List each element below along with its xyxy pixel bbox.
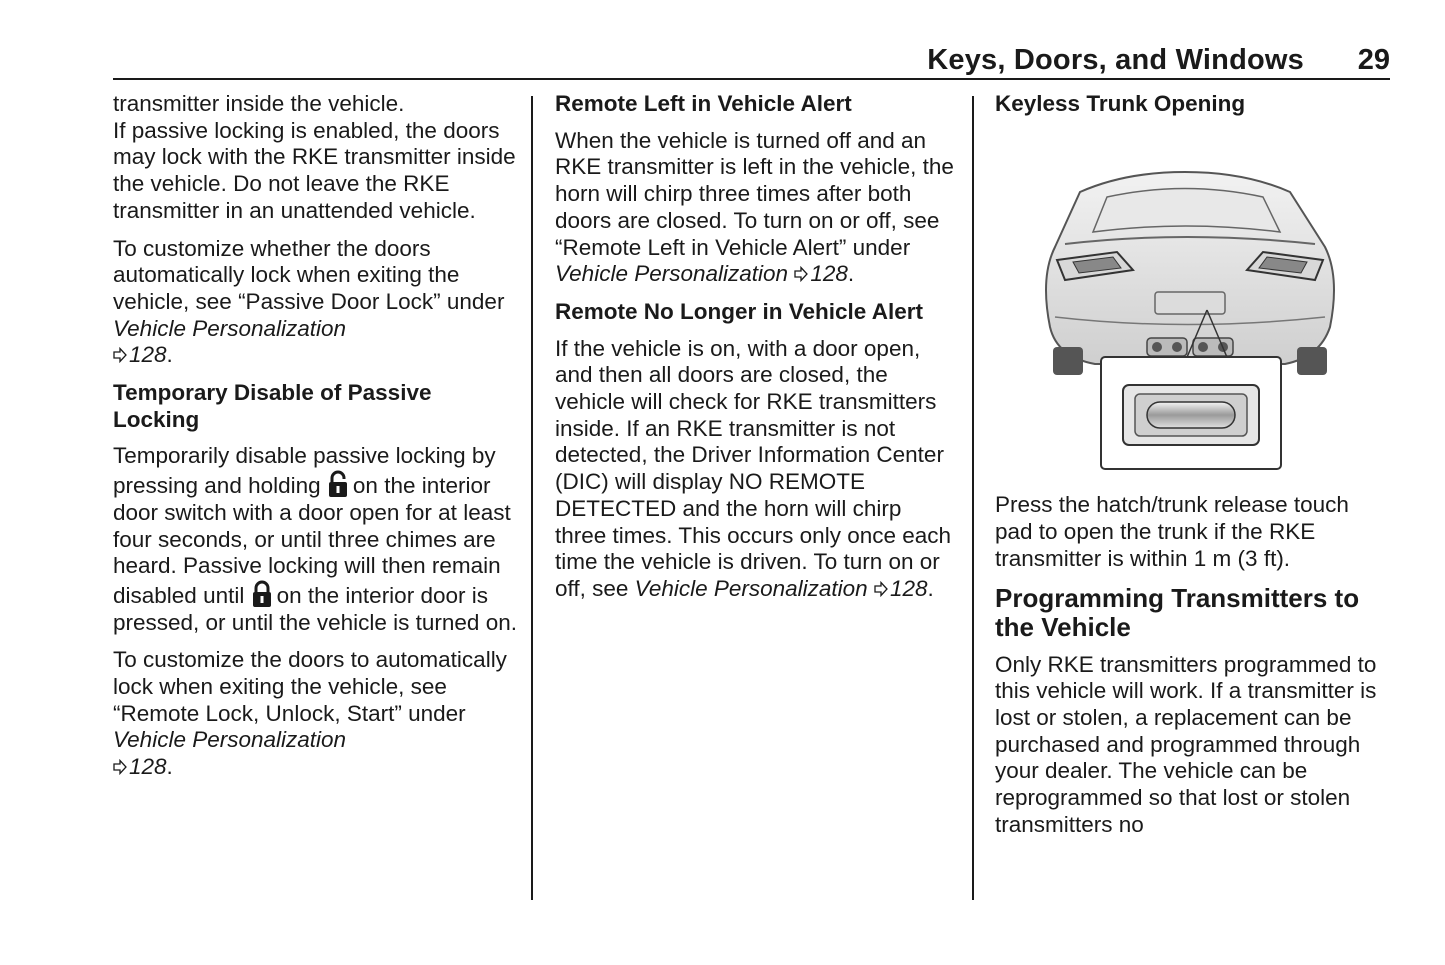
paragraph-text: To customize the doors to automatically lock when exiting the vehicle, see “Remote Lock, Unlock, Start” under	[113, 647, 507, 726]
paragraph: transmitter inside the vehicle.	[113, 91, 405, 116]
column-3	[995, 91, 1387, 849]
column-1	[113, 91, 518, 792]
cross-reference[interactable]: Vehicle Personalization	[113, 727, 347, 753]
column-2	[555, 91, 955, 614]
paragraph: If the vehicle is on, with a door open, and then all doors are closed, the vehicle will check for RKE transmitters inside. If an RKE transmitter is not detected, the Driver Information Center (DIC) will display NO REMOTE DETECTED and the horn will chirp three times. This occurs only once each time the vehicle is driven. To turn on or off, see Vehicle Personalization 128.	[555, 335, 952, 601]
paragraph	[113, 443, 518, 636]
page-header	[113, 40, 1390, 80]
page-number: 29	[1357, 44, 1390, 76]
column-divider	[531, 96, 533, 900]
page-ref-arrow-icon	[113, 347, 127, 363]
page-reference[interactable]: 128	[129, 342, 167, 368]
paragraph-text: Temporarily disable passive locking by pressing and holding	[113, 443, 496, 499]
paragraph-text: on the interior door switch with a door open for at least four seconds, or until three chimes are heard. Passive locking will then remain disabled until	[113, 473, 511, 608]
cross-reference[interactable]: Vehicle Personalization	[634, 575, 868, 601]
section-title: Keys, Doors, and Windows	[927, 44, 1304, 76]
page-reference[interactable]: 128	[129, 754, 167, 780]
unlock-icon	[327, 470, 349, 498]
paragraph: Only RKE transmitters programmed to this vehicle will work. If a transmitter is lost or stolen, a replacement can be purchased and programmed through your dealer. The vehicle can be reprogrammed so that lost or stolen transmitters no	[995, 651, 1377, 837]
paragraph-text: If the vehicle is on, with a door open, and then all doors are closed, the vehicle will check for RKE transmitters inside. If an RKE transmitter is not detected, the Driver Information Center (DIC) will display NO REMOTE DETECTED and the horn will chirp three times. This occurs only once each time the vehicle is driven. To turn on or off, see	[555, 335, 952, 601]
paragraph: When the vehicle is turned off and an RKE transmitter is left in the vehicle, the horn will chirp three times after both doors are closed. To turn on or off, see “Remote Left in Vehicle Alert” under Vehicle Personalization 128.	[555, 127, 954, 287]
section-heading: Remote No Longer in Vehicle Alert	[555, 298, 923, 324]
paragraph: If passive locking is enabled, the doors may lock with the RKE transmitter inside the vehicle. Do not leave the RKE transmitter in an unattended vehicle.	[113, 117, 516, 223]
page-ref-arrow-icon	[794, 266, 808, 282]
page-ref-arrow-icon	[874, 581, 888, 597]
paragraph-text: on the interior door is pressed, or until the vehicle is turned on.	[113, 582, 517, 635]
column-divider	[972, 96, 974, 900]
section-heading: Remote Left in Vehicle Alert	[555, 91, 852, 116]
cross-reference[interactable]: Vehicle Personalization	[555, 261, 789, 287]
cross-reference[interactable]: Vehicle Personalization	[113, 315, 347, 341]
page-reference[interactable]: 128	[810, 261, 848, 287]
section-heading: Programming Transmitters to the Vehicle	[995, 582, 1360, 642]
paragraph: Press the hatch/trunk release touch pad to open the trunk if the RKE transmitter is within 1 m (3 ft).	[995, 492, 1349, 571]
section-heading: Keyless Trunk Opening	[995, 91, 1246, 116]
paragraph-text: When the vehicle is turned off and an RKE transmitter is left in the vehicle, the horn will chirp three times after both doors are closed. To turn on or off, see “Remote Left in Vehicle Alert” under	[555, 127, 954, 260]
section-heading: Temporary Disable of Passive Locking	[113, 380, 432, 432]
paragraph: To customize whether the doors automatically lock when exiting the vehicle, see “Passive Door Lock” under Vehicle Personalization 128.	[113, 235, 505, 368]
lock-icon	[251, 580, 273, 608]
paragraph: To customize the doors to automatically lock when exiting the vehicle, see “Remote Lock, Unlock, Start” under Vehicle Personalization 128.	[113, 647, 507, 780]
page-reference[interactable]: 128	[889, 575, 928, 601]
paragraph-text: To customize whether the doors automatically lock when exiting the vehicle, see “Passive Door Lock” under	[113, 235, 505, 314]
trunk-release-illustration	[995, 142, 1387, 472]
page-ref-arrow-icon	[113, 759, 127, 775]
